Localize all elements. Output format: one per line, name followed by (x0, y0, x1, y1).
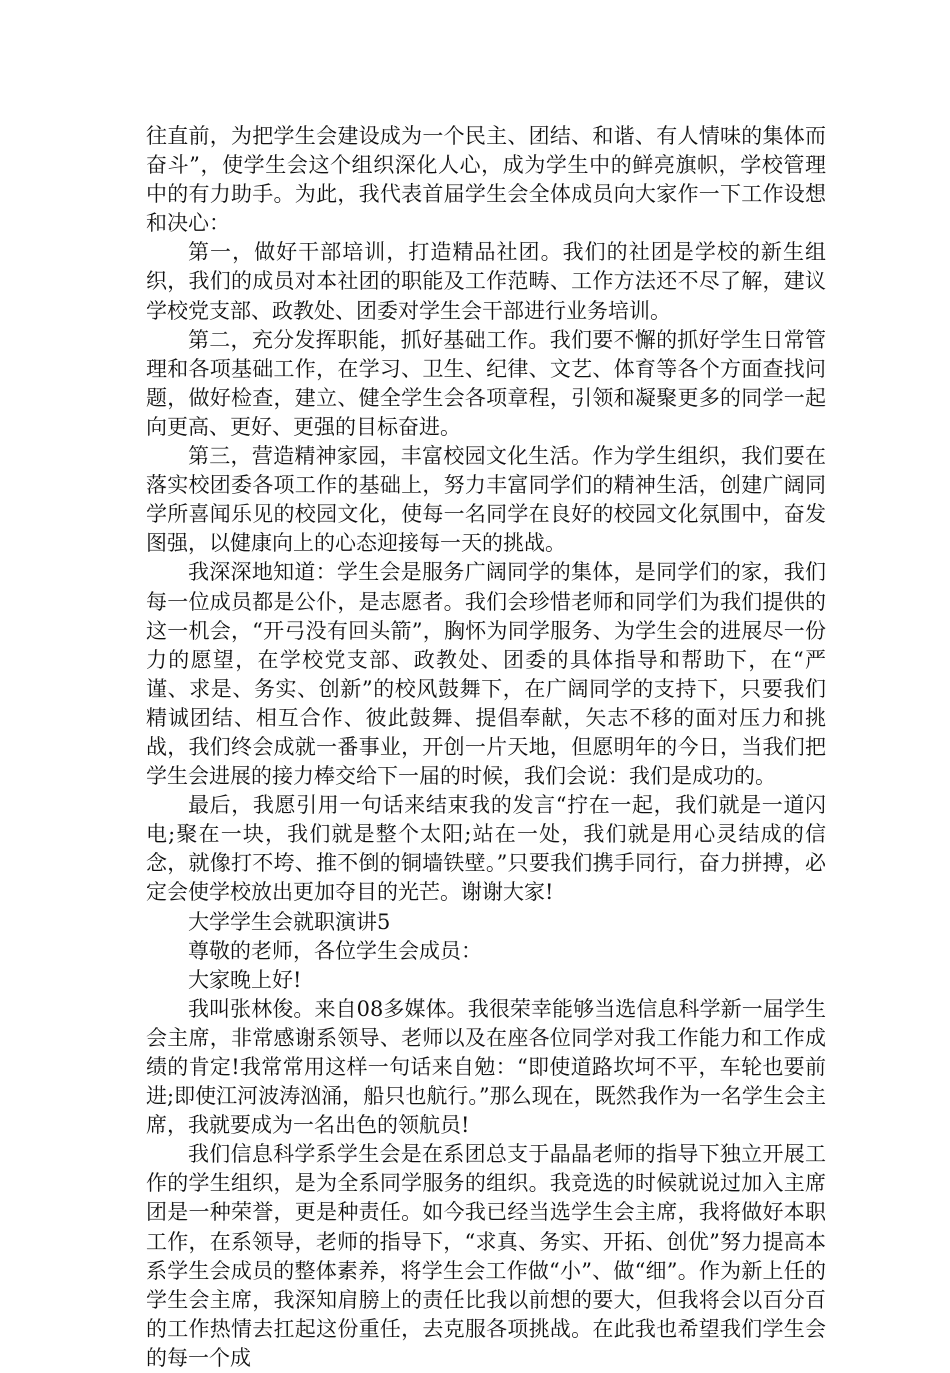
paragraph-continuation: 往直前，为把学生会建设成为一个民主、团结、和谐、有人情味的集体而奋斗”，使学生会这个组织深化人心，成为学生中的鲜亮旗帜，学校管理中的有力助手。为此，我代表首届学生会全体成员向大家作一下工作设想和决心： (146, 124, 826, 236)
paragraph-first-point: 第一，做好干部培训，打造精品社团。我们的社团是学校的新生组织，我们的成员对本社团的职能及工作范畴、工作方法还不尽了解，建议学校党支部、政教处、团委对学生会干部进行业务培训。 (146, 240, 826, 323)
salutation: 尊敬的老师，各位学生会成员： (188, 938, 482, 963)
paragraph-introduction: 我叫张林俊。来自08多媒体。我很荣幸能够当选信息科学新一届学生会主席，非常感谢系领导、老师以及在座各位同学对我工作能力和工作成绩的肯定!我常常用这样一句话来自勉：“即使道路坎坷不平，车轮也要前进;即使江河波涛汹涌，船只也航行。”那么现在，既然我作为一名学生会主席，我就要成为一名出色的领航员! (146, 996, 826, 1138)
document-body (146, 122, 826, 1373)
greeting: 大家晚上好! (188, 967, 302, 992)
paragraph-second-point: 第二，充分发挥职能，抓好基础工作。我们要不懈的抓好学生日常管理和各项基础工作，在学习、卫生、纪律、文艺、体育等各个方面查找问题，做好检查，建立、健全学生会各项章程，引领和凝聚更多的同学一起向更高、更好、更强的目标奋进。 (146, 327, 826, 439)
paragraph-closing: 最后，我愿引用一句话来结束我的发言“拧在一起，我们就是一道闪电;聚在一块，我们就是整个太阳;站在一处，我们就是用心灵结成的信念，就像打不垮、推不倒的铜墙铁壁。”只要我们携手同行，奋力拼搏，必定会使学校放出更加夺目的光芒。谢谢大家! (146, 793, 826, 905)
paragraph-student-union: 我们信息科学系学生会是在系团总支于晶晶老师的指导下独立开展工作的学生组织，是为全系同学服务的组织。我竞选的时候就说过加入主席团是一种荣誉，更是种责任。如今我已经当选学生会主席，我将做好本职工作，在系领导，老师的指导下，“求真、务实、开拓、创优”努力提高本系学生会成员的整体素养，将学生会工作做“小”、做“细”。作为新上任的学生会主席，我深知肩膀上的责任比我以前想的要大，但我将会以百分百的工作热情去扛起这份重任，去克服各项挑战。在此我也希望我们学生会的每一个成 (146, 1142, 826, 1370)
paragraph-knowledge: 我深深地知道：学生会是服务广阔同学的集体，是同学们的家，我们每一位成员都是公仆，是志愿者。我们会珍惜老师和同学们为我们提供的这一机会，“开弓没有回头箭”，胸怀为同学服务、为学生会的进展尽一份力的愿望，在学校党支部、政教处、团委的具体指导和帮助下，在“严谨、求是、务实、创新”的校风鼓舞下，在广阔同学的支持下，只要我们精诚团结、相互合作、彼此鼓舞、提倡奉献，矢志不移的面对压力和挑战，我们终会成就一番事业，开创一片天地，但愿明年的今日，当我们把学生会进展的接力棒交给下一届的时候，我们会说：我们是成功的。 (146, 560, 826, 789)
paragraph-third-point: 第三，营造精神家园，丰富校园文化生活。作为学生组织，我们要在落实校团委各项工作的基础上，努力丰富同学们的精神生活，创建广阔同学所喜闻乐见的校园文化，使每一名同学在良好的校园文化氛围中，奋发图强，以健康向上的心态迎接每一天的挑战。 (146, 444, 826, 556)
section-title: 大学学生会就职演讲5 (188, 909, 391, 934)
